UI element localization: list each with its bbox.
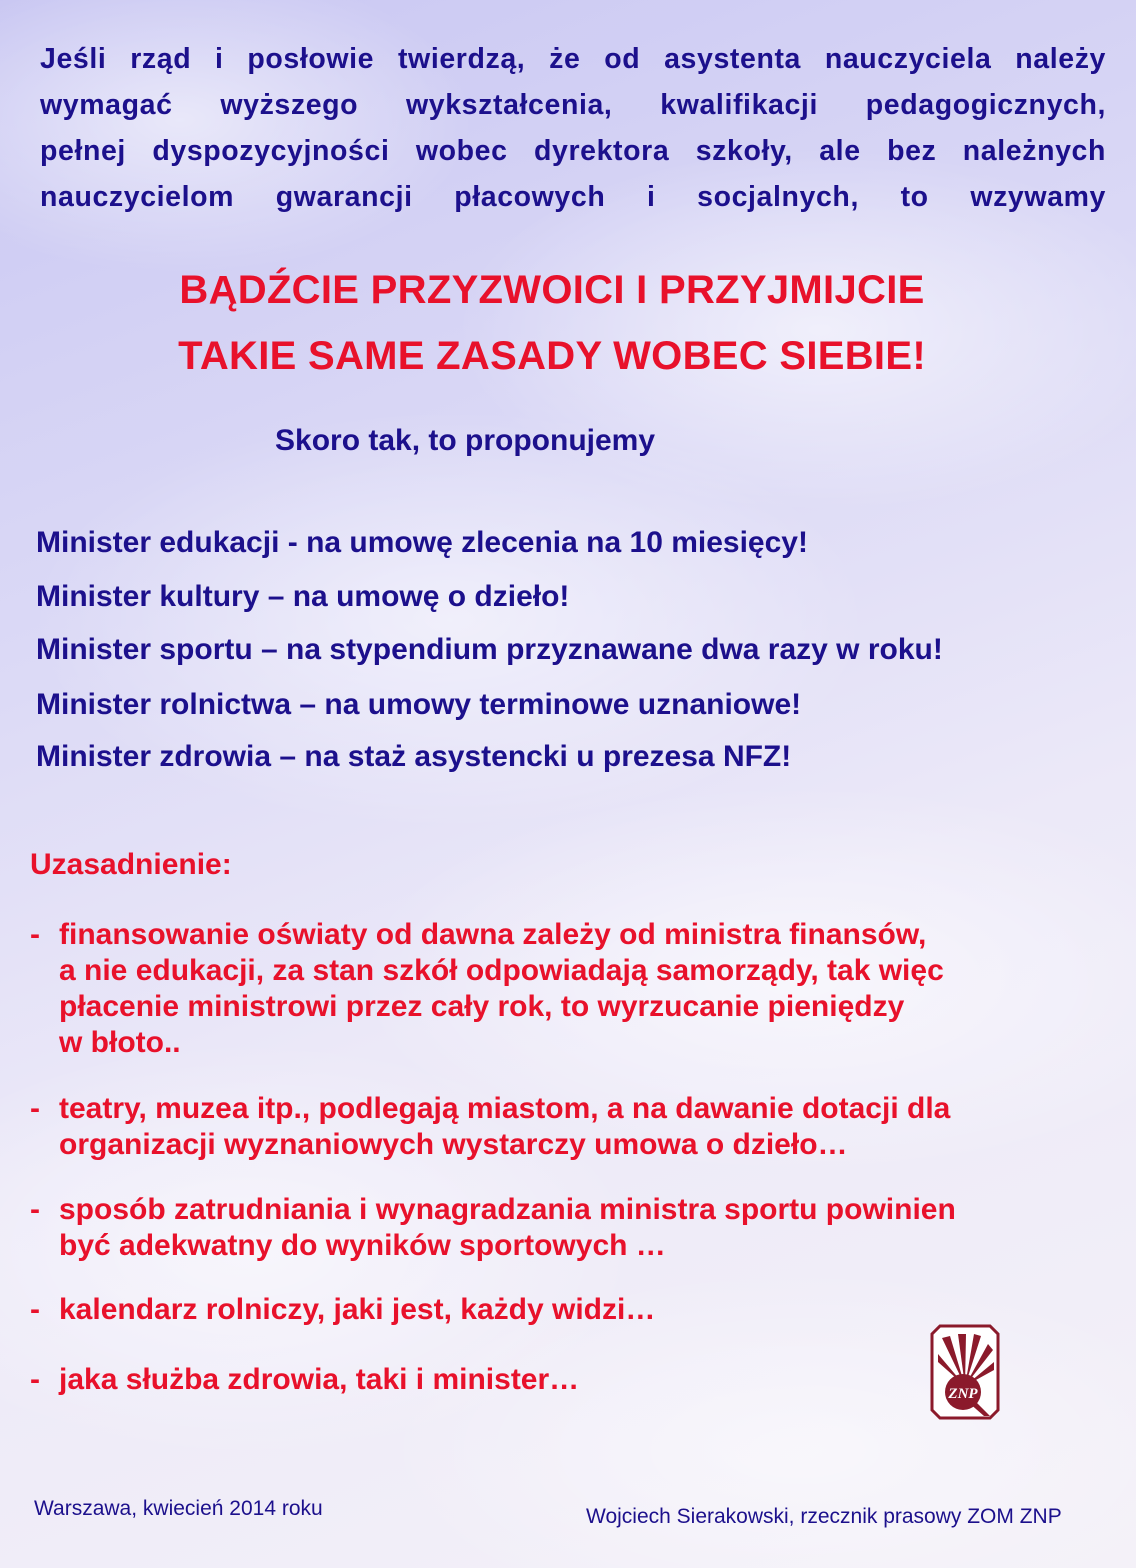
- justification-line: być adekwatny do wyników sportowych …: [59, 1229, 666, 1262]
- bullet-dash: -: [30, 918, 40, 951]
- proposal-education: Minister edukacji - na umowę zlecenia na 10 miesięcy!: [36, 526, 808, 559]
- justification-item: [30, 1362, 579, 1398]
- proposal-agriculture: Minister rolnictwa – na umowy terminowe uznaniowe!: [36, 688, 802, 721]
- justification-item: [30, 1292, 655, 1328]
- headline-line-1: BĄDŹCIE PRZYZWOICI I PRZYJMIJCIE: [179, 268, 925, 312]
- justification-line: a nie edukacji, za stan szkół odpowiadają samorządy, tak więc: [59, 954, 944, 987]
- justification-line: płacenie ministrowi przez cały rok, to wyrzucanie pieniędzy: [59, 990, 905, 1023]
- justification-line: sposób zatrudniania i wynagradzania ministra sportu powinien: [59, 1193, 956, 1226]
- subheading: Skoro tak, to proponujemy: [275, 424, 656, 457]
- justification-line: kalendarz rolniczy, jaki jest, każdy widzi…: [59, 1293, 656, 1326]
- justification-item: [30, 1091, 950, 1163]
- proposal-health: Minister zdrowia – na staż asystencki u prezesa NFZ!: [36, 740, 792, 773]
- intro-paragraph: [40, 36, 1106, 220]
- proposal-culture: Minister kultury – na umowę o dzieło!: [36, 580, 570, 613]
- justification-item: [30, 917, 944, 1061]
- logo-text: ZNP: [948, 1386, 978, 1402]
- intro-line: Jeśli rząd i posłowie twierdzą, że od asystenta nauczyciela należy: [40, 43, 1106, 75]
- justification-line: w błoto..: [59, 1026, 181, 1059]
- footer-place-date: Warszawa, kwiecień 2014 roku: [34, 1497, 323, 1520]
- justification-line: finansowanie oświaty od dawna zależy od ministra finansów,: [59, 918, 927, 951]
- bullet-dash: -: [30, 1193, 40, 1226]
- intro-line: nauczycielom gwarancji płacowych i socjalnych, to wzywamy: [40, 181, 1106, 213]
- footer-author: Wojciech Sierakowski, rzecznik prasowy ZOM ZNP: [586, 1505, 1062, 1528]
- justification-title: Uzasadnienie:: [30, 848, 232, 881]
- znp-logo-icon: [930, 1324, 1000, 1420]
- bullet-dash: -: [30, 1293, 40, 1326]
- headline-line-2: TAKIE SAME ZASADY WOBEC SIEBIE!: [178, 334, 926, 378]
- intro-line: pełnej dyspozycyjności wobec dyrektora szkoły, ale bez należnych: [40, 135, 1106, 167]
- bullet-dash: -: [30, 1363, 40, 1396]
- proposal-sport: Minister sportu – na stypendium przyznawane dwa razy w roku!: [36, 633, 943, 666]
- justification-item: [30, 1192, 956, 1264]
- justification-line: organizacji wyznaniowych wystarczy umowa o dzieło…: [59, 1128, 848, 1161]
- justification-line: jaka służba zdrowia, taki i minister…: [59, 1363, 580, 1396]
- bullet-dash: -: [30, 1092, 40, 1125]
- intro-line: wymagać wyższego wykształcenia, kwalifikacji pedagogicznych,: [40, 89, 1106, 121]
- justification-line: teatry, muzea itp., podlegają miastom, a na dawanie dotacji dla: [59, 1092, 951, 1125]
